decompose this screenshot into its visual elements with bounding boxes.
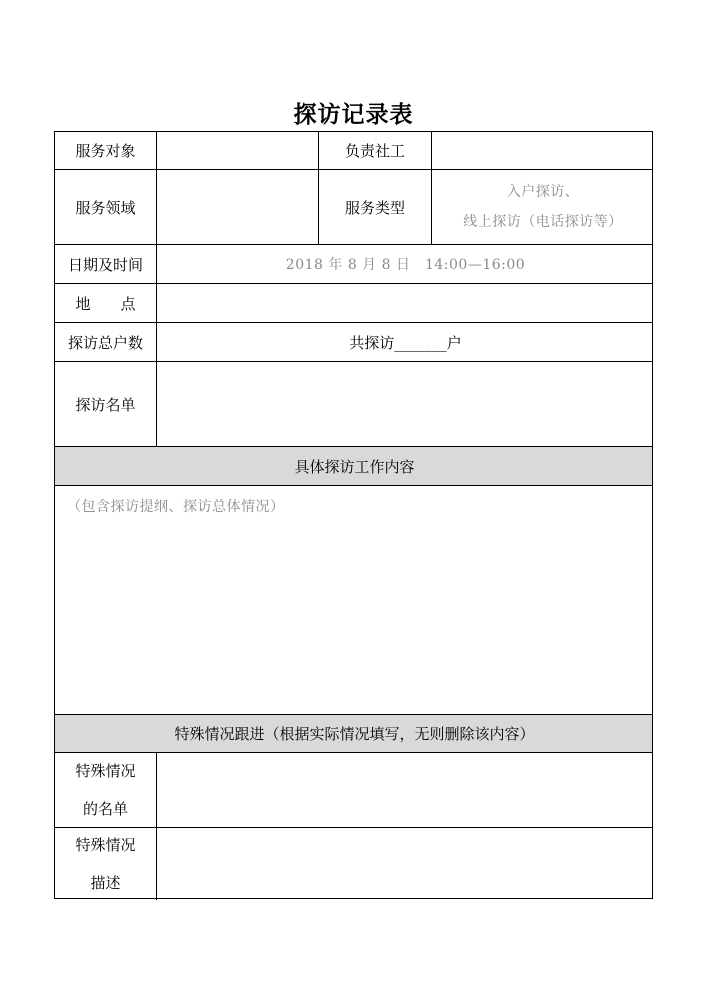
row-location <box>55 283 652 322</box>
special-list-label-line2: 的名单 <box>82 800 128 818</box>
location-label: 地 点 <box>75 294 136 313</box>
visit-record-table <box>54 131 653 899</box>
service-type-hint-line2: 线上探访（电话探访等） <box>463 214 623 230</box>
social-worker-field[interactable] <box>431 132 654 169</box>
special-list-label-line1: 特殊情况 <box>75 762 136 780</box>
row-special-list <box>55 752 652 827</box>
service-type-label: 服务类型 <box>318 170 431 244</box>
social-worker-label: 负责社工 <box>318 132 431 169</box>
visit-content-hint: （包含探访提纲、探访总体情况） <box>67 499 285 515</box>
special-description-field[interactable] <box>156 828 654 900</box>
row-special-description <box>55 827 652 900</box>
special-followup-heading: 特殊情况跟进（根据实际情况填写，无则删除该内容） <box>174 725 535 743</box>
service-target-field[interactable] <box>156 132 318 169</box>
section-special-followup-header <box>55 714 652 752</box>
datetime-field[interactable]: 2018 年 8 月 8 日 14:00—16:00 <box>156 245 654 283</box>
service-field-label: 服务领域 <box>75 198 136 217</box>
total-households-field[interactable]: 共探访_______户 <box>156 323 654 361</box>
visit-content-heading: 具体探访工作内容 <box>294 457 415 476</box>
service-type-hint-line1: 入户探访、 <box>506 184 580 200</box>
special-description-label-line1: 特殊情况 <box>75 836 136 854</box>
visit-content-area[interactable] <box>55 485 652 714</box>
special-list-field[interactable] <box>156 753 654 827</box>
service-field-field[interactable] <box>156 170 318 244</box>
row-total-households <box>55 322 652 361</box>
visit-list-label: 探访名单 <box>75 395 136 414</box>
datetime-label: 日期及时间 <box>67 255 143 274</box>
section-visit-content-header <box>55 446 652 485</box>
special-description-label <box>55 828 156 900</box>
row-service-field <box>55 169 652 244</box>
special-list-label <box>55 753 156 827</box>
row-service-target <box>55 132 652 169</box>
row-datetime <box>55 244 652 283</box>
form-title: 探访记录表 <box>293 102 414 128</box>
service-target-label: 服务对象 <box>75 142 136 160</box>
service-type-field[interactable] <box>431 170 654 244</box>
total-households-label: 探访总户数 <box>67 333 143 352</box>
row-visit-list <box>55 361 652 446</box>
visit-list-field[interactable] <box>156 362 654 446</box>
special-description-label-line2: 描述 <box>90 874 121 892</box>
location-field[interactable] <box>156 284 654 322</box>
